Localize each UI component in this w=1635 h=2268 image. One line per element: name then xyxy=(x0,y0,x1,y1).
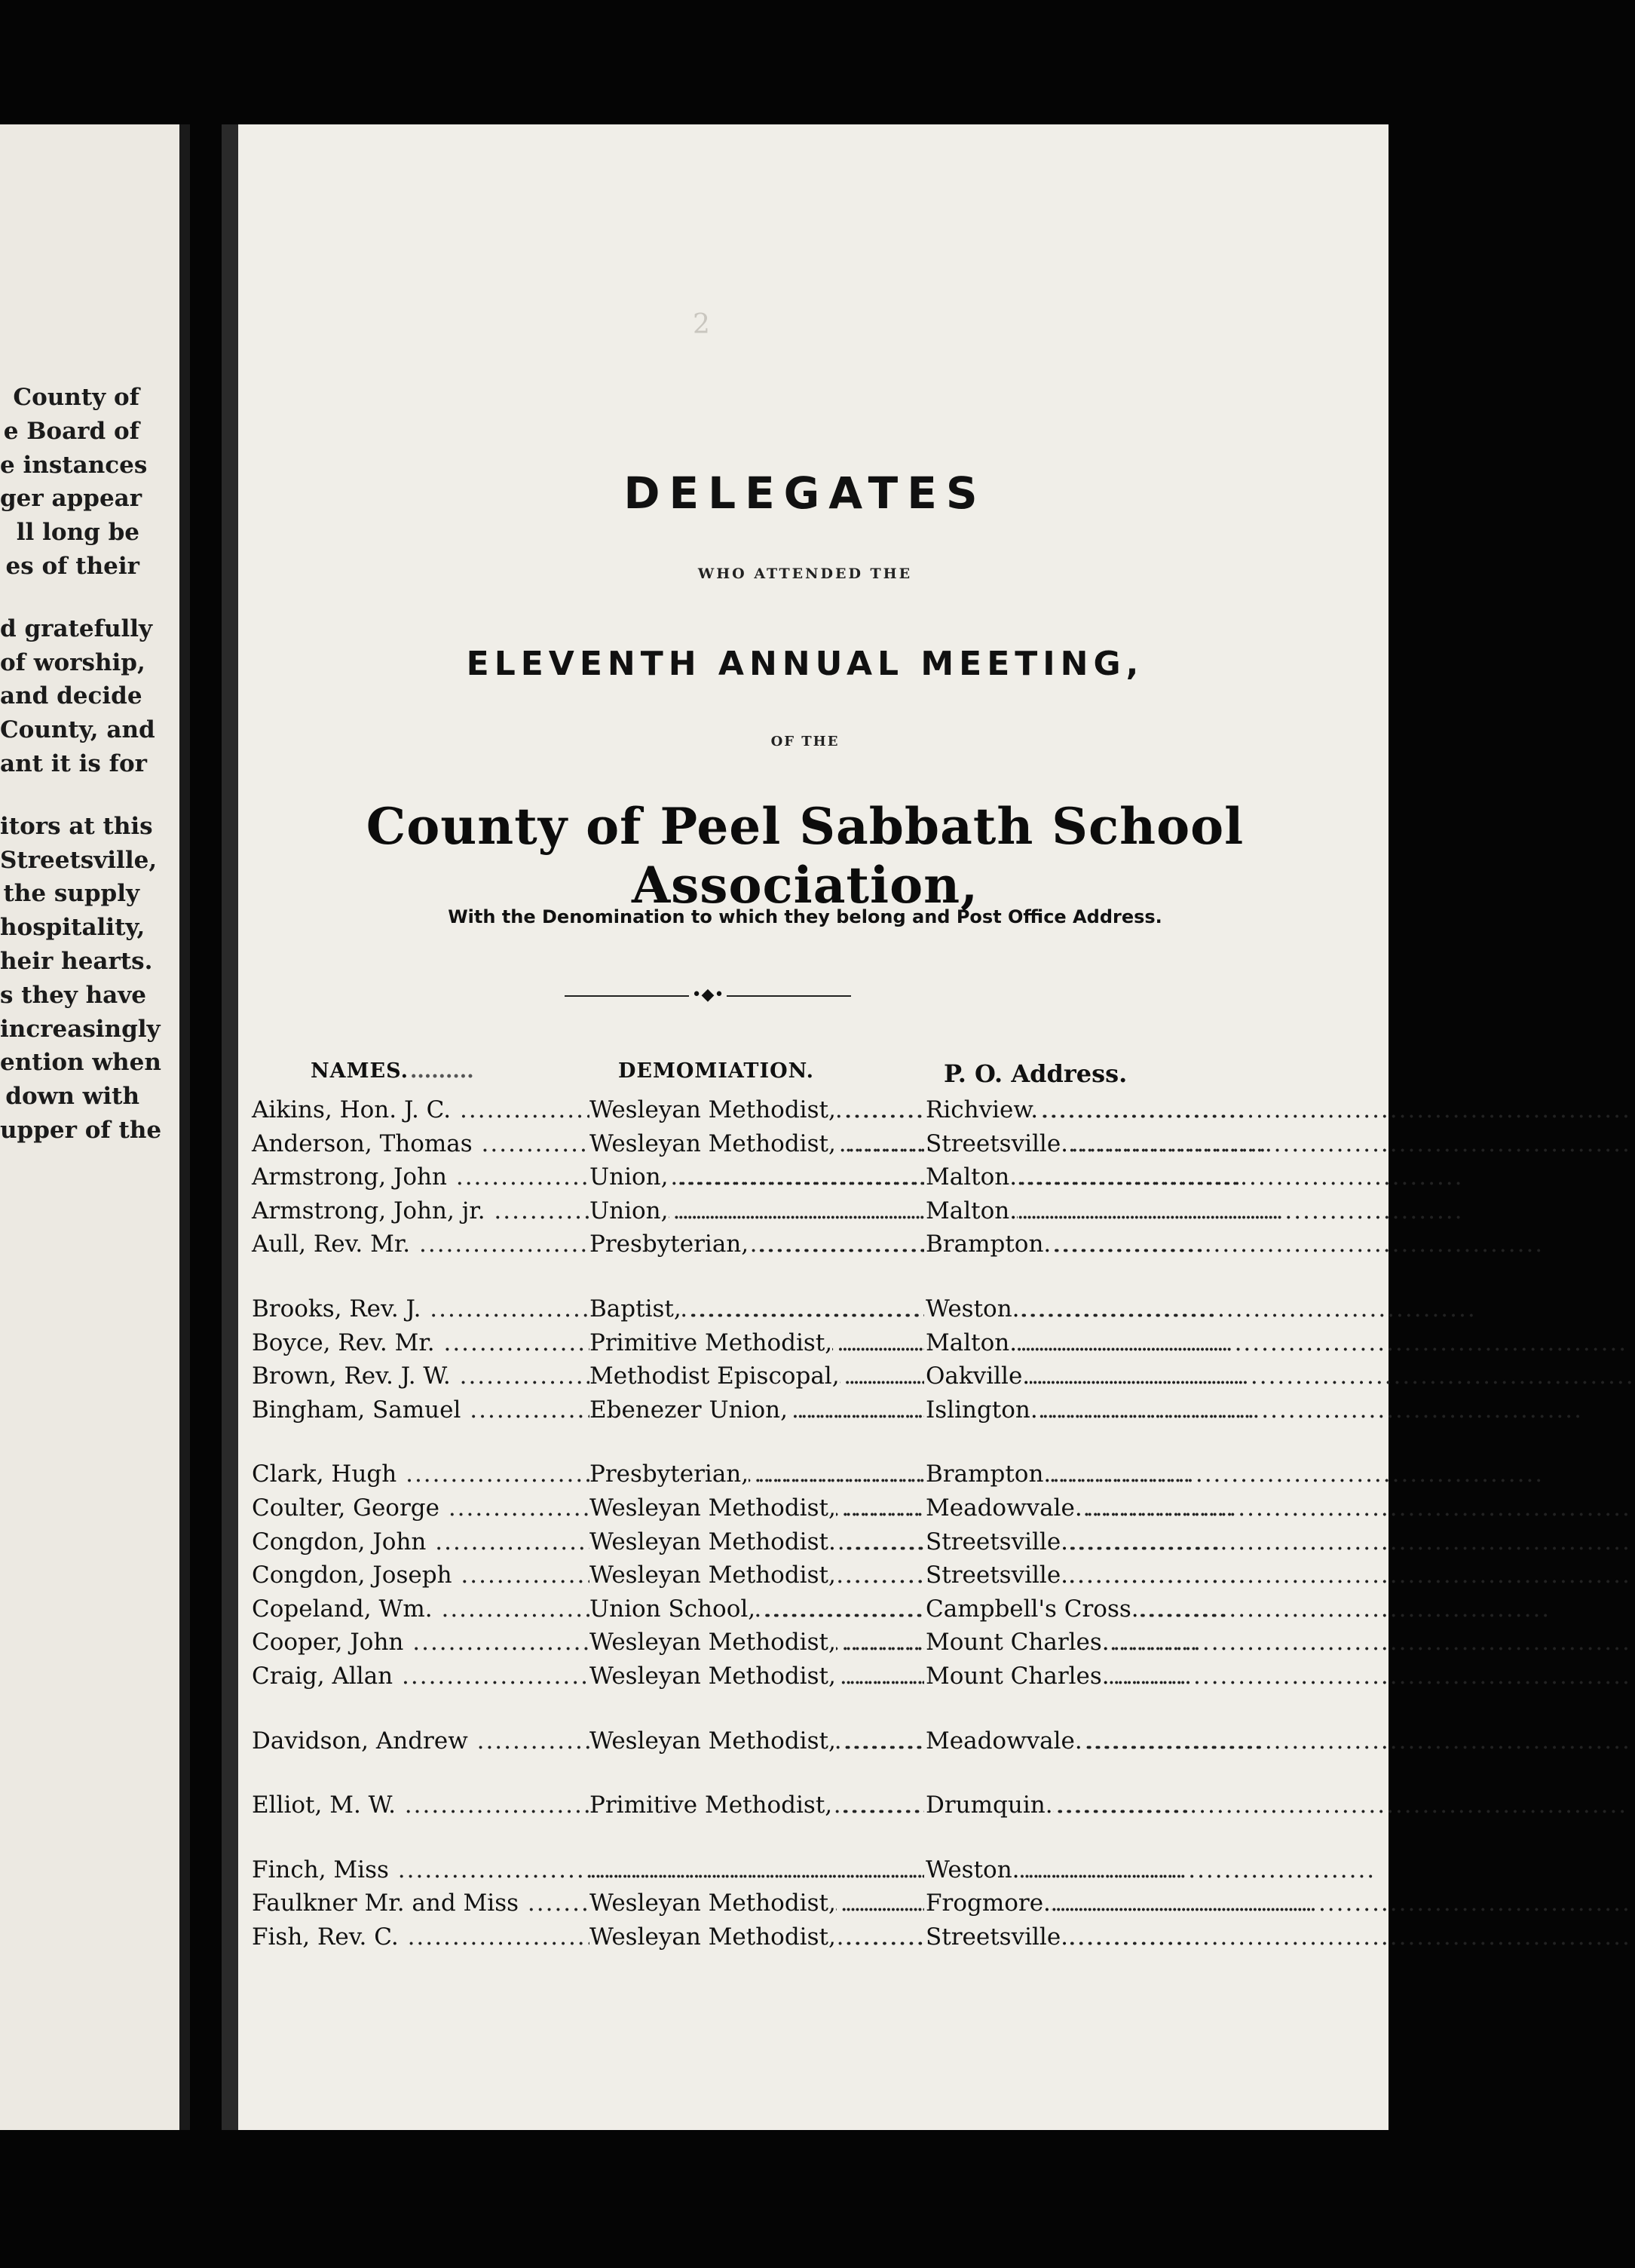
delegate-denomination-cell xyxy=(589,1130,933,1157)
delegate-name-cell xyxy=(252,1528,591,1555)
delegate-name: Congdon, John xyxy=(252,1528,427,1555)
left-page-line: e instances xyxy=(0,451,148,479)
delegate-name-cell xyxy=(252,1663,591,1690)
delegate-address: Richview. xyxy=(926,1096,1039,1123)
delegate-denomination-cell xyxy=(589,1727,933,1755)
delegate-address: Streetsville. xyxy=(926,1528,1069,1555)
delegate-name-cell xyxy=(252,1096,591,1123)
left-page-line: itors at this xyxy=(0,812,153,840)
delegate-denomination-cell xyxy=(589,1856,933,1883)
delegate-denomination: Wesleyan Methodist. xyxy=(589,1528,836,1555)
delegate-name: Davidson, Andrew xyxy=(252,1727,468,1755)
delegate-row xyxy=(222,1163,1389,1197)
denomination-note: With the Denomination to which they belong and Post Office Address. xyxy=(448,906,1162,927)
delegate-group xyxy=(222,1295,1389,1430)
page-subtitle: WHO ATTENDED THE xyxy=(697,565,913,582)
delegate-denomination: Primitive Methodist, xyxy=(589,1329,833,1356)
delegate-address: Malton. xyxy=(926,1197,1018,1224)
delegate-denomination-cell xyxy=(589,1096,933,1123)
left-page-line: heir hearts. xyxy=(0,947,153,975)
delegate-denomination-cell xyxy=(589,1889,933,1917)
delegate-denomination: Baptist, xyxy=(589,1295,681,1322)
delegate-denomination-cell xyxy=(589,1231,933,1258)
delegate-row xyxy=(222,1663,1389,1696)
delegate-row xyxy=(222,1460,1389,1494)
delegate-name: Armstrong, John xyxy=(252,1163,447,1191)
left-facing-page xyxy=(0,124,190,2130)
delegate-name: Anderson, Thomas xyxy=(252,1129,473,1157)
delegate-group xyxy=(222,1727,1389,1761)
delegate-name-cell xyxy=(252,1889,591,1917)
delegate-name: Craig, Allan xyxy=(252,1662,393,1690)
delegate-row xyxy=(222,1923,1389,1957)
header-denomination: DEMOMIATION. xyxy=(618,1059,814,1083)
delegate-name: Finch, Miss xyxy=(252,1856,389,1883)
left-page-line: e Board of xyxy=(3,417,139,445)
left-page-line: of worship, xyxy=(0,648,145,676)
delegate-name-cell xyxy=(252,1295,591,1322)
delegate-row xyxy=(222,1295,1389,1329)
left-page-line: and decide xyxy=(0,682,142,710)
delegate-address: Brampton. xyxy=(926,1231,1052,1258)
delegate-row xyxy=(222,1727,1389,1761)
delegate-address: Meadowvale. xyxy=(926,1494,1082,1522)
delegate-address: Frogmore. xyxy=(926,1889,1051,1917)
left-page-line: d gratefully xyxy=(0,615,153,642)
delegate-row xyxy=(222,1595,1389,1629)
delegate-denomination: Union, xyxy=(589,1197,669,1224)
association-heading: County of Peel Sabbath School Association, xyxy=(366,797,1245,915)
delegate-denomination-cell xyxy=(589,1595,933,1623)
delegate-denomination-cell xyxy=(589,1562,933,1589)
delegate-name: Congdon, Joseph xyxy=(252,1562,452,1589)
delegate-row xyxy=(222,1791,1389,1825)
delegate-row xyxy=(222,1562,1389,1595)
delegate-denomination-cell xyxy=(589,1629,933,1656)
delegate-row xyxy=(222,1528,1389,1562)
left-page-text xyxy=(0,381,162,1148)
delegate-row xyxy=(222,1396,1389,1430)
left-page-line: s they have xyxy=(0,981,146,1009)
delegate-name-cell xyxy=(252,1197,591,1224)
left-page-line: down with xyxy=(5,1083,139,1111)
delegate-name: Fish, Rev. C. xyxy=(252,1923,399,1951)
page-number: 2 xyxy=(693,309,710,340)
column-headers xyxy=(222,1059,1389,1090)
delegate-address: Mount Charles. xyxy=(926,1629,1110,1657)
left-page-line: hospitality, xyxy=(0,914,145,942)
delegate-name-cell xyxy=(252,1562,591,1589)
delegate-address: Weston. xyxy=(926,1295,1020,1322)
of-the-label: OF THE xyxy=(770,734,840,749)
delegate-row xyxy=(222,1231,1389,1264)
delegate-denomination: Wesleyan Methodist, xyxy=(589,1629,836,1657)
delegate-denomination-cell xyxy=(589,1494,933,1522)
delegate-name: Aull, Rev. Mr. xyxy=(252,1231,411,1258)
header-names-dots: ......... xyxy=(410,1059,474,1083)
delegate-address: Streetsville. xyxy=(926,1923,1069,1951)
delegate-denomination: Wesleyan Methodist, xyxy=(589,1923,836,1951)
delegate-name-cell xyxy=(252,1362,591,1390)
delegate-name-cell xyxy=(252,1595,591,1623)
left-page-edge xyxy=(179,124,190,2130)
delegate-address: Malton. xyxy=(926,1163,1018,1191)
delegate-name-cell xyxy=(252,1629,591,1656)
delegate-row xyxy=(222,1197,1389,1231)
delegate-name-cell xyxy=(252,1791,591,1819)
delegate-name: Faulkner Mr. and Miss xyxy=(252,1889,519,1917)
left-page-line: Streetsville, xyxy=(0,846,158,874)
delegate-name-cell xyxy=(252,1163,591,1191)
delegate-denomination-cell xyxy=(589,1197,933,1224)
delegate-denomination: Wesleyan Methodist, xyxy=(589,1562,836,1589)
delegate-name: Aikins, Hon. J. C. xyxy=(252,1096,452,1123)
delegate-denomination: Union School, xyxy=(589,1595,756,1623)
delegate-denomination: Ebenezer Union, xyxy=(589,1396,788,1424)
left-page-gap xyxy=(0,781,139,810)
delegate-name: Armstrong, John, jr. xyxy=(252,1197,485,1224)
delegate-row xyxy=(222,1329,1389,1363)
delegate-address: Weston. xyxy=(926,1856,1020,1883)
delegate-group xyxy=(222,1791,1389,1825)
delegate-name: Bingham, Samuel xyxy=(252,1396,461,1424)
delegate-name: Brooks, Rev. J. xyxy=(252,1295,421,1322)
delegate-denomination: Presbyterian, xyxy=(589,1460,749,1488)
left-page-line: ger appear xyxy=(0,485,142,513)
delegate-denomination-cell xyxy=(589,1362,933,1390)
delegate-denomination-cell xyxy=(589,1396,933,1424)
delegate-name: Clark, Hugh xyxy=(252,1460,397,1488)
delegate-name-cell xyxy=(252,1727,591,1755)
delegate-name-cell xyxy=(252,1130,591,1157)
delegate-address: Drumquin. xyxy=(926,1791,1053,1819)
delegate-name: Copeland, Wm. xyxy=(252,1595,433,1623)
delegate-denomination: Wesleyan Methodist, xyxy=(589,1727,836,1755)
page-title: DELEGATES xyxy=(623,467,987,519)
left-page-line: ll long be xyxy=(16,519,139,547)
delegate-name: Cooper, John xyxy=(252,1629,404,1657)
delegate-row xyxy=(222,1629,1389,1663)
ornament-line-left xyxy=(565,995,689,997)
delegate-denomination: Wesleyan Methodist, xyxy=(589,1129,836,1157)
ornament-line-right xyxy=(727,995,851,997)
delegate-denomination-cell xyxy=(589,1460,933,1488)
delegate-name: Coulter, George xyxy=(252,1494,439,1522)
delegate-row xyxy=(222,1494,1389,1528)
delegate-row xyxy=(222,1096,1389,1130)
delegate-row xyxy=(222,1362,1389,1396)
delegate-address: Malton. xyxy=(926,1329,1018,1356)
delegate-denomination: Wesleyan Methodist, xyxy=(589,1494,836,1522)
delegate-name: Elliot, M. W. xyxy=(252,1791,396,1819)
delegate-address: Brampton. xyxy=(926,1460,1052,1488)
header-address: P. O. Address. xyxy=(944,1059,1128,1088)
delegate-address: Meadowvale. xyxy=(926,1727,1082,1755)
delegate-row xyxy=(222,1889,1389,1923)
delegate-denomination: Methodist Episcopal, xyxy=(589,1362,840,1390)
delegate-denomination: Union, xyxy=(589,1163,669,1191)
left-page-line: increasingly xyxy=(0,1015,161,1043)
delegate-name: Brown, Rev. J. W. xyxy=(252,1362,451,1390)
left-page-line: County of xyxy=(13,384,139,411)
delegate-row xyxy=(222,1856,1389,1890)
delegate-row xyxy=(222,1130,1389,1164)
delegate-denomination: Wesleyan Methodist, xyxy=(589,1662,836,1690)
delegate-group xyxy=(222,1856,1389,1957)
left-page-line: es of their xyxy=(5,552,139,580)
delegate-denomination: Primitive Methodist, xyxy=(589,1791,833,1819)
delegate-denomination-cell xyxy=(589,1163,933,1191)
delegate-denomination: Wesleyan Methodist, xyxy=(589,1889,836,1917)
meeting-heading: ELEVENTH ANNUAL MEETING, xyxy=(466,645,1144,683)
delegate-denomination-cell xyxy=(589,1528,933,1555)
delegate-address: Oakville. xyxy=(926,1362,1030,1390)
left-page-line: ention when xyxy=(0,1049,161,1077)
delegate-address: Islington. xyxy=(926,1396,1038,1424)
delegate-name-cell xyxy=(252,1329,591,1356)
delegate-name-cell xyxy=(252,1494,591,1522)
delegate-denomination-cell xyxy=(589,1791,933,1819)
delegate-name-cell xyxy=(252,1923,591,1951)
delegate-name-cell xyxy=(252,1396,591,1424)
delegate-group xyxy=(222,1096,1389,1264)
delegate-address: Streetsville. xyxy=(926,1129,1069,1157)
delegate-denomination: Presbyterian, xyxy=(589,1231,749,1258)
left-page-line: upper of the xyxy=(0,1116,162,1144)
delegate-denomination-cell xyxy=(589,1923,933,1951)
delegate-name-cell xyxy=(252,1856,591,1883)
delegate-list xyxy=(222,1096,1389,1988)
delegate-address: Streetsville. xyxy=(926,1562,1069,1589)
left-page-gap xyxy=(0,584,139,612)
delegate-address: Campbell's Cross. xyxy=(926,1595,1139,1623)
delegate-denomination-cell xyxy=(589,1329,933,1356)
delegate-denomination: Wesleyan Methodist, xyxy=(589,1096,836,1123)
header-names: NAMES. xyxy=(311,1059,409,1083)
document-page xyxy=(222,124,1389,2130)
ornament-divider xyxy=(565,985,851,1004)
ornament-glyph: •◆• xyxy=(691,985,724,1004)
delegate-denomination-cell xyxy=(589,1295,933,1322)
left-page-line: County, and xyxy=(0,716,155,744)
left-page-line: the supply xyxy=(3,880,139,908)
delegate-name: Boyce, Rev. Mr. xyxy=(252,1329,435,1356)
delegate-group xyxy=(222,1460,1389,1696)
delegate-name-cell xyxy=(252,1231,591,1258)
delegate-address: Mount Charles. xyxy=(926,1662,1110,1690)
delegate-denomination-cell xyxy=(589,1663,933,1690)
delegate-name-cell xyxy=(252,1460,591,1488)
left-page-line: ant it is for xyxy=(0,749,147,777)
